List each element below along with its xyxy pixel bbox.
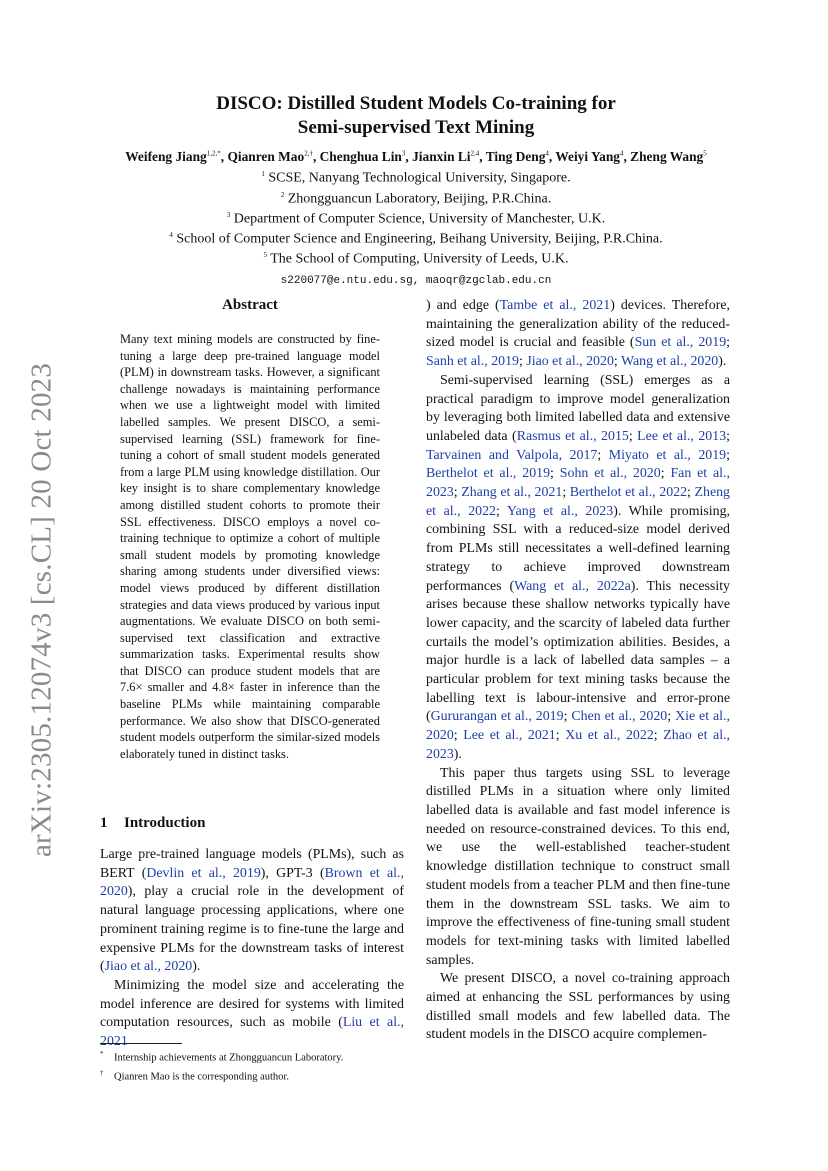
affiliation: $^3$ Department of Computer Science, University of Manchester, U.K.: [226, 211, 606, 227]
citation-link[interactable]: Zhang et al., 2021: [461, 485, 563, 501]
citation-link[interactable]: Sanh et al., 2019: [426, 354, 519, 370]
citation-link[interactable]: Lee et al., 2013: [637, 428, 727, 444]
citation-link[interactable]: Devlin et al., 2019: [146, 865, 261, 881]
citation-link[interactable]: Berthelot et al., 2019: [426, 466, 551, 482]
right-column-body: [426, 297, 730, 1045]
citation-link[interactable]: Xie et al., 2020: [426, 709, 730, 744]
citation-link[interactable]: Fan et al., 2023: [426, 466, 730, 501]
citation-link[interactable]: Wang et al., 2020: [621, 354, 719, 370]
citation-link[interactable]: Gururangan et al., 2019: [430, 709, 564, 725]
citation-link[interactable]: Zheng et al., 2022: [426, 485, 731, 519]
author: Zheng Wang$^5$: [630, 149, 707, 164]
citation-link[interactable]: Sohn et al., 2020: [559, 466, 661, 482]
author: Qianren Mao$^{2,\dagger}$: [227, 149, 313, 164]
paragraph: Minimizing the model size and accelerating the model inference are desired for systems with limited computation resources, such as mobile (Liu et al., 2021: [100, 977, 404, 1050]
section-heading-introduction: 1 Introduction: [100, 815, 206, 831]
paragraph: We present DISCO, a novel co-training approach aimed at enhancing the SSL performances by using distilled small models and few labelled data. The student models in the DISCO acquire complemen-: [426, 971, 730, 1043]
paragraph: This paper thus targets using SSL to leverage distilled PLMs in a situation where only limited labelled data is available and fast model inference is needed on resource-constrained devices. To this end, we use the well-established teacher-student knowledge distillation technique to construct small student models from a teacher PLM and then fine-tune them in the downstream SSL tasks. We aim to improve the effectiveness of fine-tuning small student models for text-mining tasks with limited labelled samples.: [426, 765, 730, 968]
footnote: * Internship achievements at Zhongguancun Laboratory.: [100, 1050, 344, 1064]
citation-link[interactable]: Jiao et al., 2020: [104, 959, 193, 975]
affiliation: $^1$ SCSE, Nanyang Technological University, Singapore.: [261, 170, 571, 186]
citation-link[interactable]: Rasmus et al., 2015: [516, 428, 629, 444]
paragraph: Large pre-trained language models (PLMs), such as BERT (Devlin et al., 2019), GPT-3 (Brown et al., 2020), play a crucial role in the development of natural language processing applications, where one prominent training regime is to fine-tune the large and expensive PLMs for the downstream tasks of interest (Jiao et al., 2020).: [100, 847, 404, 975]
citation-link[interactable]: Tarvainen and Valpola, 2017: [426, 447, 598, 463]
author: Chenghua Lin$^3$: [319, 149, 406, 164]
citation-link[interactable]: Brown et al., 2020: [100, 865, 404, 900]
citation-link[interactable]: Zhao et al., 2023: [426, 728, 731, 762]
affiliation: $^4$ School of Computer Science and Engineering, Beihang University, Beijing, P.R.China.: [169, 231, 663, 247]
affiliation: $^5$ The School of Computing, University of Leeds, U.K.: [263, 251, 569, 267]
paragraph-continued: ) and edge (Tambe et al., 2021) devices. Therefore, maintaining the generalization ability of the reduced-sized model is crucial and feasible (Sun et al., 2019; Sanh et al., 2019; Jiao et al., 2020; Wang et al., 2020).: [426, 298, 730, 370]
arxiv-identifier-stamp: [12, 362, 72, 858]
arxiv-id-text: arXiv:2305.12074v3 [cs.CL] 20 Oct 2023: [25, 362, 58, 858]
footnote: † Qianren Mao is the corresponding author.: [100, 1068, 289, 1082]
citation-link[interactable]: Yang et al., 2023: [506, 503, 614, 519]
affiliation: $^2$ Zhongguancun Laboratory, Beijing, P.R.China.: [280, 191, 552, 207]
paper-title: [100, 92, 732, 140]
abstract-body: Many text mining models are constructed by fine-tuning a large deep pre-trained language model (PLM) in downstream tasks. However, a significant challenge nowadays is maintaining performance when we use a lightweight model with limited labelled samples. We present DISCO, a semi-supervised learning (SSL) framework for fine-tuning a cohort of small student models generated from a large PLM using knowledge distillation. Our key insight is to share complementary knowledge among distilled student cohorts to promote their SSL effectiveness. DISCO employs a novel co-training technique to optimize a cohort of multiple small student models by promoting knowledge sharing among students under diversified views: model views produced by different distillation strategies and data views produced by various input augmentations. We evaluate DISCO on both semi-supervised text classification and extractive summarization tasks. Experimental results show that DISCO can produce student models that are 7.6× smaller and 4.8× faster in inference than the baseline PLMs while maintaining comparable performance. We also show that DISCO-generated student models outperform the similar-sized models elaborately tuned in distinct tasks.: [120, 332, 380, 761]
author-emails: s220077@e.ntu.edu.sg, maoqr@zgclab.edu.cn: [280, 275, 552, 287]
citation-link[interactable]: Liu et al., 2021: [100, 1015, 404, 1050]
left-column-body: [100, 846, 404, 1052]
title-line-1: DISCO: Distilled Student Models Co-training for: [216, 93, 616, 114]
title-line-2: Semi-supervised Text Mining: [297, 117, 535, 138]
paragraph: Semi-supervised learning (SSL) emerges as a practical paradigm to improve model generalization by leveraging both limited labelled data and extensive unlabeled data (Rasmus et al., 2015; Lee et al., 2013; Tarvainen and Valpola, 2017; Miyato et al., 2019; Berthelot et al., 2019; Sohn et al., 2020; Fan et al., 2023; Zhang et al., 2021; Berthelot et al., 2022; Zheng et al., 2022; Yang et al., 2023). While promising, combining SSL with a reduced-size model derived from PLMs still necessitates a well-defined learning strategy to achieve improved downstream performances (Wang et al., 2022a). This necessity arises because these shallow networks typically have lower capacity, and the scarcity of labeled data further curtails the model’s optimization abilities. Besides, a major hurdle is a lack of labelled data samples – a particular problem for text mining tasks because the labelling text is labour-intensive and error-prone (Gururangan et al., 2019; Chen et al., 2020; Xie et al., 2020; Lee et al., 2021; Xu et al., 2022; Zhao et al., 2023).: [426, 372, 731, 762]
author: Jianxin Li$^{2,4}$: [412, 149, 480, 164]
footnote-rule: [100, 1043, 182, 1044]
citation-link[interactable]: Wang et al., 2022a: [514, 578, 631, 594]
author: Weiyi Yang$^4$: [555, 149, 624, 164]
citation-link[interactable]: Xu et al., 2022: [565, 728, 654, 744]
footnotes: [100, 1047, 404, 1084]
citation-link[interactable]: Tambe et al., 2021: [499, 298, 611, 313]
abstract-heading: Abstract: [222, 297, 278, 313]
citation-link[interactable]: Chen et al., 2020: [571, 709, 668, 725]
author: Weifeng Jiang$^{1,2,*}$: [125, 149, 221, 164]
citation-link[interactable]: Berthelot et al., 2022: [569, 485, 688, 501]
citation-link[interactable]: Lee et al., 2021: [463, 728, 556, 744]
citation-link[interactable]: Miyato et al., 2019: [608, 447, 727, 463]
author: Ting Deng$^4$: [485, 149, 549, 164]
citation-link[interactable]: Sun et al., 2019: [634, 335, 727, 351]
citation-link[interactable]: Jiao et al., 2020: [526, 354, 614, 370]
author-list: Weifeng Jiang$^{1,2,*}$, Qianren Mao$^{2,\dagger}$, Chenghua Lin$^3$, Jianxin Li$^{2,4}$, Ting Deng$^4$, Weiyi Yang$^4$, Zheng Wang$^5$: [125, 149, 707, 164]
